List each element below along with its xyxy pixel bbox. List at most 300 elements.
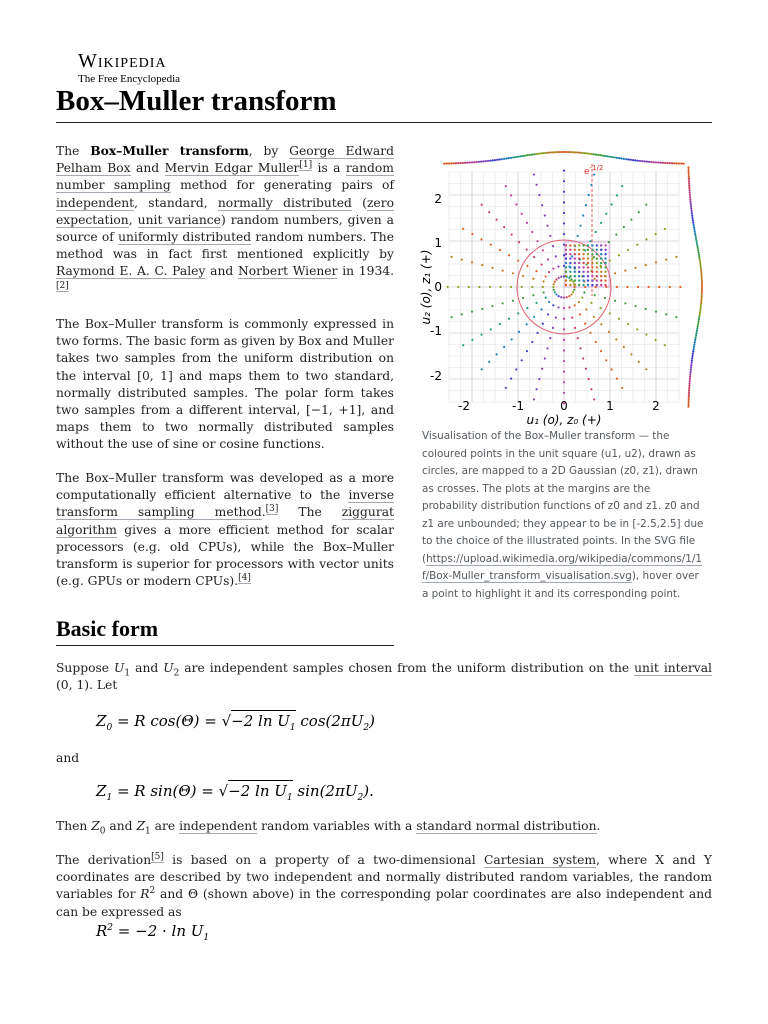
- pdf-point: [623, 158, 625, 160]
- transformed-point: [594, 278, 596, 280]
- unit-square-point: [582, 279, 584, 281]
- transformed-point: [548, 301, 550, 303]
- transformed-point: [542, 286, 544, 288]
- pdf-point: [478, 161, 480, 163]
- transformed-point: [630, 219, 632, 221]
- pdf-point: [646, 161, 648, 163]
- transformed-point: [490, 244, 492, 246]
- pdf-point: [554, 151, 556, 153]
- transformed-point: [563, 265, 565, 267]
- transformed-point: [590, 302, 592, 304]
- transformed-point: [552, 327, 554, 329]
- transformed-point: [471, 261, 473, 263]
- unit-square-point: [591, 249, 593, 251]
- transformed-point: [563, 339, 565, 341]
- unit-square-point: [565, 249, 567, 251]
- pdf-point: [443, 162, 445, 164]
- transformed-point: [503, 226, 505, 228]
- unit-square-point: [574, 257, 576, 259]
- transformed-point: [521, 213, 523, 215]
- unit-square-point: [587, 266, 589, 268]
- pdf-point: [688, 173, 690, 175]
- transformed-point: [532, 294, 534, 296]
- link-random-number-sampling[interactable]: random number sampling: [56, 161, 394, 193]
- transformed-point: [517, 259, 519, 261]
- transformed-point: [579, 225, 581, 227]
- transformed-point: [566, 296, 568, 298]
- transformed-point: [600, 222, 602, 224]
- transformed-point: [521, 286, 523, 288]
- pdf-point: [637, 160, 639, 162]
- transformed-point: [526, 350, 528, 352]
- transformed-point: [581, 296, 583, 298]
- ref-4[interactable]: [4]: [238, 573, 251, 584]
- transformed-point: [665, 313, 667, 315]
- x-tick-label: 2: [652, 399, 660, 413]
- transformed-point: [462, 344, 464, 346]
- transformed-point: [638, 211, 640, 213]
- unit-square-point: [565, 244, 567, 246]
- transformed-point: [540, 263, 542, 265]
- pdf-point: [688, 383, 690, 385]
- pdf-point: [688, 387, 690, 389]
- pdf-point: [697, 323, 699, 325]
- transformed-point: [522, 275, 524, 277]
- pdf-point: [689, 192, 691, 194]
- pdf-point: [680, 162, 682, 164]
- transformed-point: [526, 307, 528, 309]
- unit-square-point: [565, 275, 567, 277]
- pdf-point: [510, 157, 512, 159]
- unit-square-point: [591, 262, 593, 264]
- transformed-point: [563, 244, 565, 246]
- unit-square-point: [582, 257, 584, 259]
- unit-square-point: [578, 279, 580, 281]
- transformed-point: [554, 291, 556, 293]
- transformed-point: [560, 296, 562, 298]
- unit-square-point: [569, 262, 571, 264]
- link-inverse-transform[interactable]: inverse transform sampling method: [56, 488, 394, 520]
- unit-square-point: [591, 279, 593, 281]
- transformed-point: [447, 286, 449, 288]
- transformed-point: [552, 245, 554, 247]
- pdf-point: [602, 155, 604, 157]
- unit-square-point: [600, 257, 602, 259]
- transformed-point: [542, 323, 544, 325]
- unit-square-point: [604, 275, 606, 277]
- pdf-point: [597, 154, 599, 156]
- x-tick-label: 0: [560, 399, 568, 413]
- pdf-point: [692, 222, 694, 224]
- unit-square-point: [600, 244, 602, 246]
- transformed-point: [512, 300, 514, 302]
- unit-square-point: [596, 249, 598, 251]
- pdf-point: [528, 154, 530, 156]
- transformed-point: [536, 388, 538, 390]
- pdf-point: [540, 152, 542, 154]
- link-zero-expectation[interactable]: zero expectation: [56, 195, 394, 227]
- equation-z1: $Z_1 = R$ sin(Θ) = √−2 $\ln U_1$ $\sin(2\pi U_2)$.: [96, 782, 374, 803]
- pdf-point: [694, 233, 696, 235]
- transformed-point: [499, 249, 501, 251]
- pdf-point: [688, 394, 690, 396]
- unit-square-point: [604, 244, 606, 246]
- transformed-point: [679, 286, 681, 288]
- pdf-point: [549, 151, 551, 153]
- unit-square-point: [569, 271, 571, 273]
- transformed-point: [611, 203, 613, 205]
- pdf-point: [453, 162, 455, 164]
- transformed-point: [461, 259, 463, 261]
- transformed-point: [554, 281, 556, 283]
- pdf-point: [688, 182, 690, 184]
- pdf-point: [616, 157, 618, 159]
- pdf-point: [542, 152, 544, 154]
- equation-r2: $R^2 = -2 \cdot \ln U_1$: [96, 922, 210, 943]
- unit-square-point: [604, 249, 606, 251]
- ref-1[interactable]: [1]: [299, 160, 313, 171]
- unit-square-point: [596, 262, 598, 264]
- transformed-point: [621, 185, 623, 187]
- transformed-point: [531, 231, 533, 233]
- transformed-point: [664, 344, 666, 346]
- transformed-point: [535, 302, 537, 304]
- transformed-point: [502, 302, 504, 304]
- forms-paragraph: The Box–Muller transform is commonly expressed in two forms. The basic form as given by Box and Muller takes two samples from the uniform distribution on the interval [0, 1] and maps them to two standard, normally distributed samples. The polar form takes two samples from a different interval, [−1, +1], and maps them to two normally distributed samples without the use of sine or cosine functions.: [56, 317, 394, 452]
- pdf-point: [692, 353, 694, 355]
- transformed-point: [549, 337, 551, 339]
- transformed-point: [588, 194, 590, 196]
- unit-square-point: [600, 279, 602, 281]
- transformed-point: [563, 180, 565, 182]
- transformed-point: [555, 293, 557, 295]
- transformed-point: [573, 286, 575, 288]
- pdf-point: [673, 162, 675, 164]
- transformed-point: [511, 338, 513, 340]
- transformed-point: [573, 289, 575, 291]
- transformed-point: [618, 254, 620, 256]
- efficiency-paragraph: The Box–Muller transform was developed as a more computationally efficient alternative to the inverse transform sampling method.[3] The ziggurat algorithm gives a more efficient method for scalar processors (e.g. old CPUs), while the Box–Muller transform is superior for processors with vector units (e.g. GPUs or modern CPUs).[4]: [56, 471, 394, 589]
- ref-5[interactable]: [5]: [151, 851, 164, 862]
- pdf-point: [693, 228, 695, 230]
- pdf-point: [489, 160, 491, 162]
- pdf-point: [700, 268, 702, 270]
- unit-square-point: [604, 271, 606, 273]
- pdf-point: [691, 355, 693, 357]
- transformed-point: [511, 234, 513, 236]
- link-cartesian[interactable]: Cartesian system: [483, 853, 597, 867]
- transformed-point: [533, 256, 535, 258]
- unit-square-point: [574, 253, 576, 255]
- pdf-point: [691, 212, 693, 214]
- transformed-point: [645, 264, 647, 266]
- pdf-point: [701, 284, 703, 286]
- pdf-point: [492, 159, 494, 161]
- transformed-point: [533, 316, 535, 318]
- transformed-point: [547, 313, 549, 315]
- unit-square-point: [604, 284, 606, 286]
- unit-square-point: [604, 257, 606, 259]
- pdf-point: [508, 157, 510, 159]
- pdf-point: [698, 318, 700, 320]
- wikipedia-logo[interactable]: [78, 50, 180, 85]
- transformed-point: [471, 339, 473, 341]
- x-tick-label: 1: [606, 399, 614, 413]
- ref-2[interactable]: [2]: [56, 280, 69, 291]
- unit-square-point: [582, 249, 584, 251]
- z0-pdf-points: [443, 151, 684, 165]
- pdf-point: [473, 161, 475, 163]
- unit-square-point: [574, 266, 576, 268]
- unit-square-point: [582, 266, 584, 268]
- transformed-point: [505, 387, 507, 389]
- transformed-point: [621, 387, 623, 389]
- transformed-point: [563, 212, 565, 214]
- pdf-point: [692, 350, 694, 352]
- unit-square-point: [600, 275, 602, 277]
- transformed-point: [655, 339, 657, 341]
- pdf-point: [690, 208, 692, 210]
- pdf-point: [630, 159, 632, 161]
- transformed-point: [510, 378, 512, 380]
- transformed-point: [541, 204, 543, 206]
- logo-wordmark: Wikipedia: [78, 50, 167, 72]
- unit-square-point: [578, 257, 580, 259]
- transformed-point: [608, 241, 610, 243]
- pdf-point: [618, 157, 620, 159]
- transformed-point: [618, 318, 620, 320]
- pdf-point: [643, 160, 645, 162]
- pdf-point: [561, 151, 563, 153]
- pdf-point: [482, 160, 484, 162]
- unit-square-point: [587, 244, 589, 246]
- transformed-point: [505, 185, 507, 187]
- transformed-point: [536, 240, 538, 242]
- transformed-point: [563, 233, 565, 235]
- pdf-point: [692, 219, 694, 221]
- pdf-point: [584, 152, 586, 154]
- link-ziggurat[interactable]: ziggurat algorithm: [56, 505, 394, 537]
- transformed-point: [555, 317, 557, 319]
- pdf-point: [701, 281, 703, 283]
- transformed-point: [553, 283, 555, 285]
- transformed-point: [595, 231, 597, 233]
- transformed-point: [585, 204, 587, 206]
- transformed-point: [655, 311, 657, 313]
- pdf-point: [697, 247, 699, 249]
- pdf-point: [512, 156, 514, 158]
- pdf-point: [466, 162, 468, 164]
- link-uniformly-distributed[interactable]: uniformly distributed: [118, 230, 252, 245]
- pdf-point: [697, 251, 699, 253]
- box-muller-figure[interactable]: [412, 146, 712, 436]
- ref-3[interactable]: [3]: [265, 504, 279, 515]
- pdf-point: [457, 162, 459, 164]
- pdf-point: [698, 254, 700, 256]
- unit-square-point: [574, 249, 576, 251]
- pdf-point: [695, 235, 697, 237]
- transformed-point: [605, 213, 607, 215]
- pdf-point: [688, 185, 690, 187]
- link-box[interactable]: George Edward Pelham Box: [56, 144, 394, 176]
- pdf-point: [695, 240, 697, 242]
- grid-lines: [449, 172, 679, 402]
- unit-square-point: [565, 271, 567, 273]
- transformed-point: [536, 332, 538, 334]
- pdf-point: [689, 378, 691, 380]
- transformed-point: [609, 259, 611, 261]
- pdf-point: [699, 309, 701, 311]
- pdf-point: [579, 152, 581, 154]
- link-independent[interactable]: independent: [56, 195, 135, 210]
- transformed-point: [590, 388, 592, 390]
- pdf-point: [660, 162, 662, 164]
- pdf-point: [595, 154, 597, 156]
- pdf-point: [693, 226, 695, 228]
- transformed-point: [471, 233, 473, 235]
- transformed-point: [563, 392, 565, 394]
- intro-paragraph: The Box–Muller transform, by George Edward Pelham Box and Mervin Edgar Muller[1] is a random number sampling method for generating pairs of independent, standard, normally distributed (zero expectation, unit variance) random numbers, given a source of uniformly distributed random numbers. The method was in fact first mentioned explicitly by Raymond E. A. C. Paley and Norbert Wiener in 1934.[2]: [56, 143, 395, 291]
- transformed-point: [616, 194, 618, 196]
- pdf-point: [689, 376, 691, 378]
- x-tick-label: -1: [512, 399, 524, 413]
- transformed-point: [665, 259, 667, 261]
- pdf-point: [614, 156, 616, 158]
- svg-file-link[interactable]: https://upload.wikimedia.org/wikipedia/commons/1/1f/Box-Muller_transform_visualisation.svg: [422, 552, 703, 582]
- pdf-point: [459, 162, 461, 164]
- unit-square-point: [569, 279, 571, 281]
- transformed-point: [560, 276, 562, 278]
- unit-square-point: [600, 271, 602, 273]
- transformed-point: [558, 277, 560, 279]
- transformed-point: [547, 258, 549, 260]
- transformed-point: [579, 313, 581, 315]
- link-unit-interval[interactable]: unit interval: [634, 661, 712, 675]
- pdf-point: [591, 153, 593, 155]
- y-tick-label: -1: [430, 324, 442, 338]
- pdf-point: [503, 158, 505, 160]
- link-standard-normal[interactable]: standard normal distribution: [416, 819, 597, 833]
- pdf-point: [620, 157, 622, 159]
- unit-square-point: [565, 262, 567, 264]
- transformed-point: [593, 316, 595, 318]
- transformed-point: [544, 214, 546, 216]
- transformed-point: [538, 378, 540, 380]
- unit-square-point: [574, 271, 576, 273]
- transformed-point: [488, 361, 490, 363]
- transformed-point: [578, 301, 580, 303]
- unit-square-point: [587, 253, 589, 255]
- unit-square-point: [600, 262, 602, 264]
- unit-square-point: [604, 266, 606, 268]
- pdf-point: [688, 401, 690, 403]
- link-muller[interactable]: Mervin Edgar Muller: [164, 161, 300, 176]
- link-wiener[interactable]: Norbert Wiener: [238, 264, 338, 279]
- transformed-point: [515, 203, 517, 205]
- link-independent-2[interactable]: independent: [179, 819, 258, 833]
- unit-square-point: [587, 279, 589, 281]
- transformed-point: [675, 316, 677, 318]
- transformed-point: [525, 323, 527, 325]
- pdf-point: [655, 161, 657, 163]
- transformed-point: [548, 271, 550, 273]
- pdf-point: [632, 159, 634, 161]
- transformed-point: [655, 233, 657, 235]
- pdf-point: [531, 154, 533, 156]
- basic-paragraph: Suppose $U_1$ and $U_2$ are independent samples chosen from the uniform distribution on the unit interval (0, 1). Let: [56, 661, 712, 693]
- transformed-point: [623, 226, 625, 228]
- pdf-point: [699, 258, 701, 260]
- transformed-point: [510, 194, 512, 196]
- unit-square-point: [591, 275, 593, 277]
- transformed-point: [555, 278, 557, 280]
- transformed-point: [584, 323, 586, 325]
- unit-square-point: [587, 249, 589, 251]
- and-text: and: [56, 751, 80, 765]
- transformed-point: [541, 368, 543, 370]
- transformed-point: [490, 328, 492, 330]
- transformed-point: [553, 289, 555, 291]
- pdf-point: [701, 291, 703, 293]
- transformed-point: [645, 368, 647, 370]
- transformed-point: [481, 204, 483, 206]
- pdf-point: [641, 160, 643, 162]
- pdf-point: [696, 245, 698, 247]
- transformed-point: [623, 346, 625, 348]
- unit-square-point: [565, 257, 567, 259]
- pdf-point: [688, 385, 690, 387]
- pdf-point: [689, 380, 691, 382]
- transformed-point: [600, 323, 602, 325]
- unit-square-point: [591, 271, 593, 273]
- transformed-point: [648, 286, 650, 288]
- transformed-point: [552, 304, 554, 306]
- transformed-point: [624, 302, 626, 304]
- transformed-point: [626, 286, 628, 288]
- unit-square-point: [587, 284, 589, 286]
- link-normally-distributed[interactable]: normally distributed: [217, 195, 352, 210]
- transformed-point: [585, 308, 587, 310]
- transformed-point: [616, 286, 618, 288]
- transformed-point: [568, 295, 570, 297]
- link-unit-variance[interactable]: unit variance: [137, 212, 221, 227]
- transformed-point: [542, 291, 544, 293]
- transformed-point: [535, 270, 537, 272]
- pdf-point: [696, 242, 698, 244]
- pdf-point: [693, 343, 695, 345]
- transformed-point: [544, 357, 546, 359]
- transformed-point: [531, 341, 533, 343]
- transformed-point: [574, 327, 576, 329]
- unit-square-point: [591, 244, 593, 246]
- transformed-point: [634, 305, 636, 307]
- transformed-point: [600, 350, 602, 352]
- pdf-point: [693, 346, 695, 348]
- transformed-point: [540, 308, 542, 310]
- transformed-point: [669, 286, 671, 288]
- pdf-point: [469, 161, 471, 163]
- pdf-point: [519, 155, 521, 157]
- unit-square-point: [574, 284, 576, 286]
- pdf-point: [689, 373, 691, 375]
- pdf-point: [699, 261, 701, 263]
- transformed-point: [563, 328, 565, 330]
- transformed-point: [593, 173, 595, 175]
- link-paley[interactable]: Raymond E. A. C. Paley: [56, 264, 206, 279]
- pdf-point: [450, 162, 452, 164]
- transformed-point: [573, 304, 575, 306]
- unit-square-point: [587, 271, 589, 273]
